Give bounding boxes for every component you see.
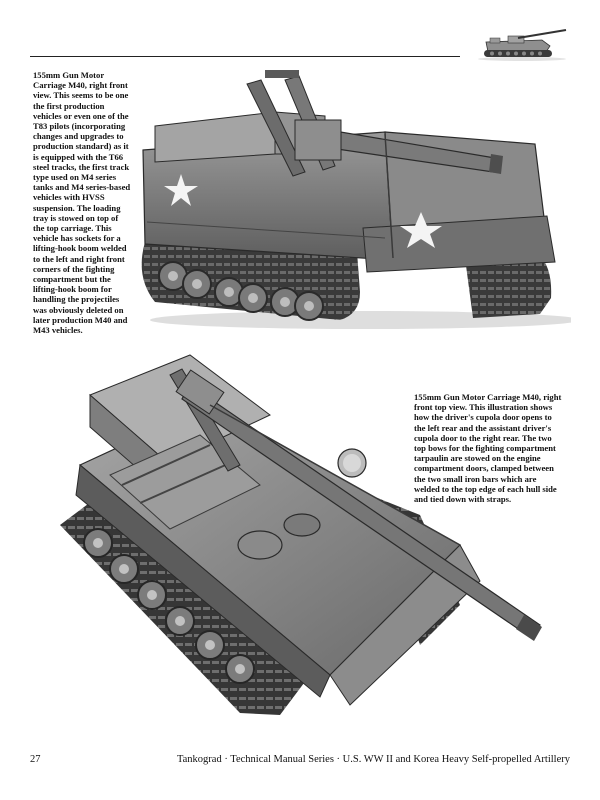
vehicle-photo-right-front (135, 62, 571, 332)
caption-bottom-photo: 155mm Gun Motor Carriage M40, right front top view. This illustration shows how the driver's cupola door opens to the left rear and the assistant driver's cupola door to the right rear. The two top bows for the fighting compartment tarpaulin are stowed on the engine compartment doors, clamped between the two small iron bars which are welded to the top edge of each hull side and tied down with straps. (414, 392, 562, 505)
caption-top-photo: 155mm Gun Motor Carriage M40, right front view. This seems to be one the first production vehicles or even one of the T83 pilots (incorporating changes and upgrades to production standard) as it is equipped with the T66 steel tracks, the first track type used on M4 series tanks and M4 series-based vehicles with HVSS suspension. The loading tray is stowed on top of the top carriage. This vehicle has sockets for a lifting-hook boom welded to the left and right front corners of the fighting compartment but the lifting-hook boom for handling the projectiles was obviously deleted on later production M40 and M43 vehicles. (33, 70, 131, 336)
header-rule (30, 56, 460, 57)
series-title: Tankograd · Technical Manual Series · U.S. WW II and Korea Heavy Self-propelled Artillery (176, 754, 570, 765)
page-number: 27 (30, 754, 41, 765)
vehicle-thumbnail-icon (472, 28, 572, 62)
